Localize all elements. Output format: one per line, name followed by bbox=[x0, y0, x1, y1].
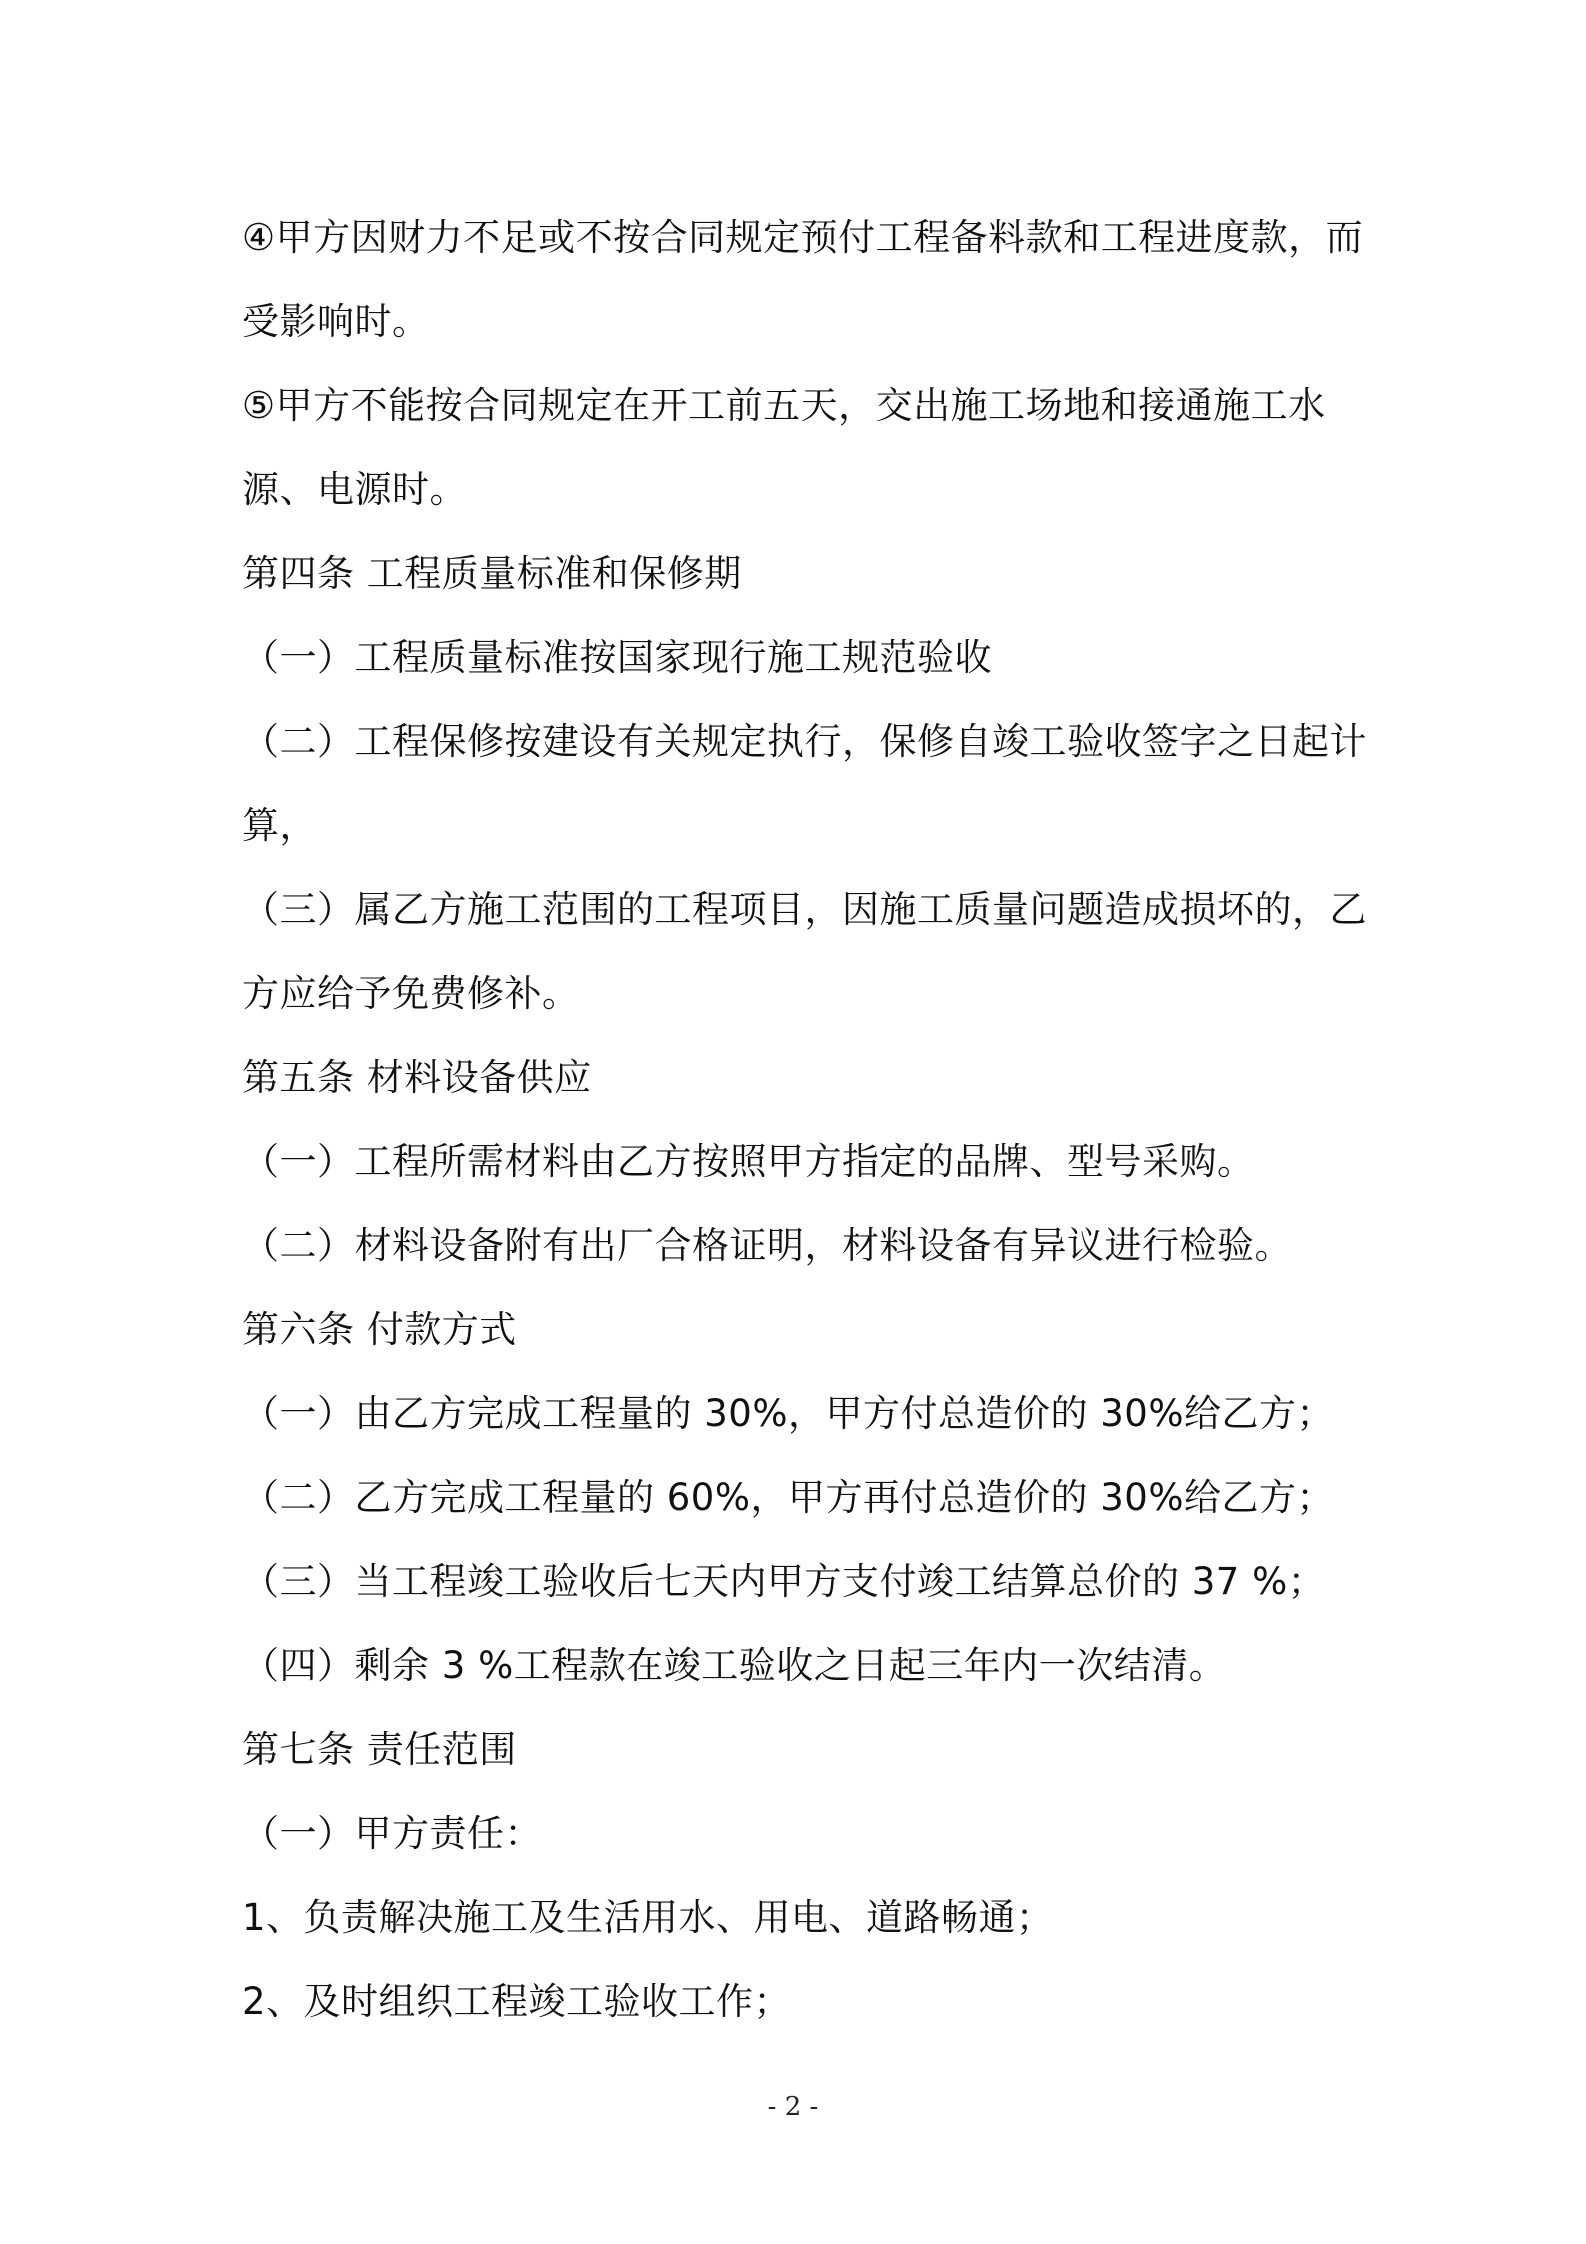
clause-5-line-1: ⑤甲方不能按合同规定在开工前五天，交出施工场地和接通施工水 bbox=[242, 384, 1326, 427]
article-5-item-2: （二）材料设备附有出厂合格证明，材料设备有异议进行检验。 bbox=[242, 1224, 1292, 1267]
article-6-item-1: （一）由乙方完成工程量的 30%，甲方付总造价的 30%给乙方； bbox=[242, 1392, 1334, 1435]
article-7-item-1: （一）甲方责任： bbox=[242, 1812, 542, 1855]
article-6-item-4: （四）剩余 3 %工程款在竣工验收之日起三年内一次结清。 bbox=[242, 1644, 1227, 1687]
article-4-item-3-line-1: （三）属乙方施工范围的工程项目，因施工质量问题造成损坏的，乙 bbox=[242, 888, 1367, 931]
article-4-item-2-line-1: （二）工程保修按建设有关规定执行，保修自竣工验收签字之日起计 bbox=[242, 720, 1367, 763]
article-7-subitem-1: 1、负责解决施工及生活用水、用电、道路畅通； bbox=[242, 1896, 1054, 1939]
article-4-heading: 第四条 工程质量标准和保修期 bbox=[242, 552, 742, 595]
article-6-item-2: （二）乙方完成工程量的 60%，甲方再付总造价的 30%给乙方； bbox=[242, 1476, 1334, 1519]
document-body bbox=[242, 196, 1367, 2044]
clause-4-line-1: ④甲方因财力不足或不按合同规定预付工程备料款和工程进度款，而 bbox=[242, 216, 1364, 259]
article-6-heading: 第六条 付款方式 bbox=[242, 1308, 517, 1351]
article-4-item-3-line-2: 方应给予免费修补。 bbox=[242, 972, 580, 1015]
page-number: - 2 - bbox=[767, 2092, 819, 2122]
article-5-item-1: （一）工程所需材料由乙方按照甲方指定的品牌、型号采购。 bbox=[242, 1140, 1255, 1183]
article-7-heading: 第七条 责任范围 bbox=[242, 1728, 517, 1771]
article-5-heading: 第五条 材料设备供应 bbox=[242, 1056, 592, 1099]
article-7-subitem-2: 2、及时组织工程竣工验收工作； bbox=[242, 1980, 792, 2023]
article-6-item-3: （三）当工程竣工验收后七天内甲方支付竣工结算总价的 37 %； bbox=[242, 1560, 1326, 1603]
article-4-item-1: （一）工程质量标准按国家现行施工规范验收 bbox=[242, 636, 992, 679]
clause-4-line-2: 受影响时。 bbox=[242, 300, 430, 343]
article-4-item-2-line-2: 算， bbox=[242, 804, 317, 847]
clause-5-line-2: 源、电源时。 bbox=[242, 468, 467, 511]
